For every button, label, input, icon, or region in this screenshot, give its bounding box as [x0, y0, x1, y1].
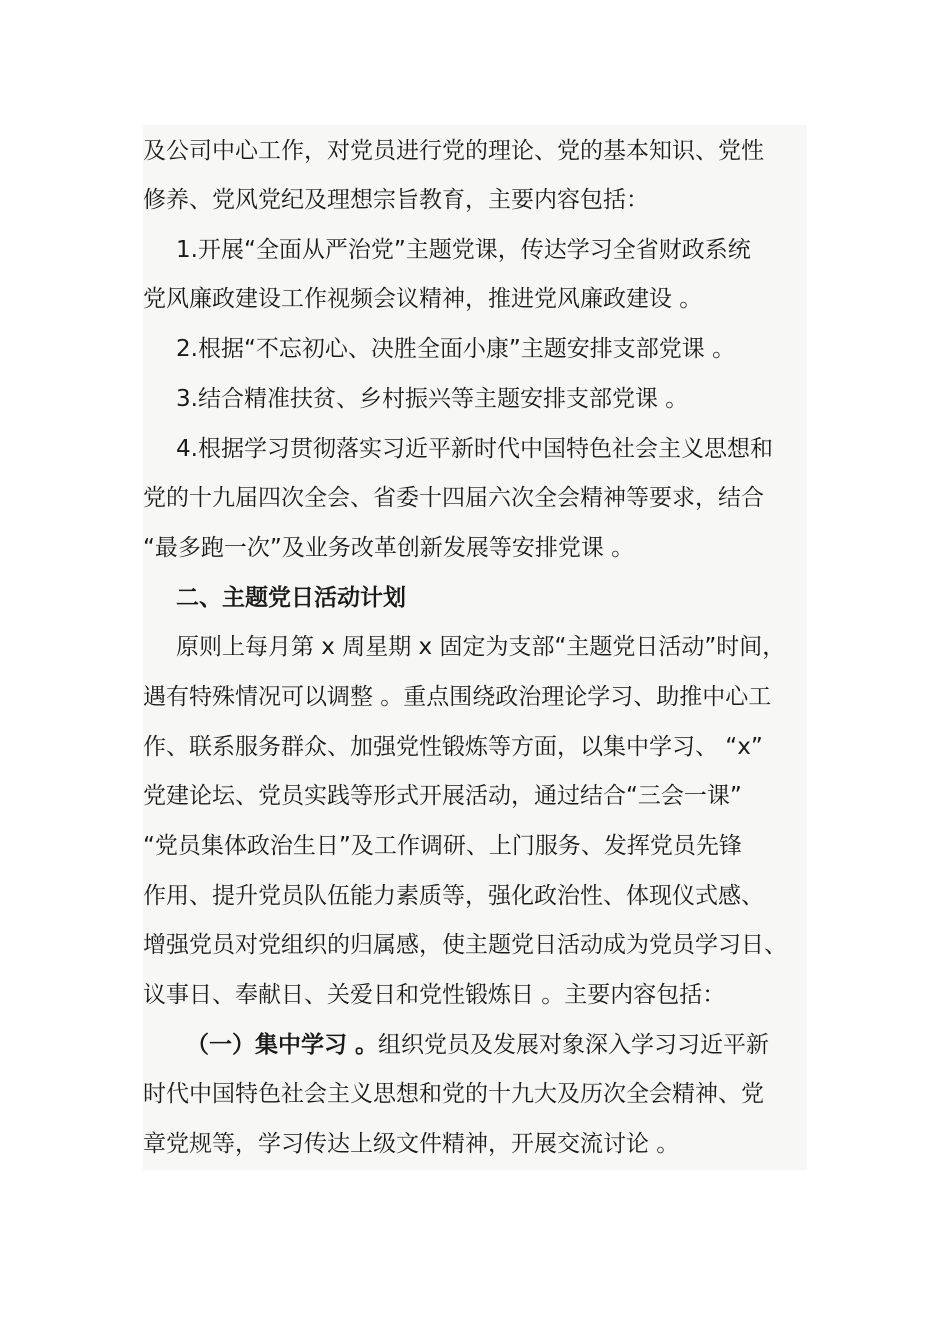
body-line-2: 修养、党风党纪及理想宗旨教育，主要内容包括：: [143, 187, 649, 213]
section-para-line-2: 遇有特殊情况可以调整 。重点围绕政治理论学习、助推中心工: [143, 684, 772, 710]
list-item-4-line-2: 党的十九届四次全会、省委十四届六次全会精神等要求，结合: [143, 485, 764, 511]
section-heading: 二、主题党日活动计划: [176, 585, 406, 611]
section-para-line-7: 增强党员对党组织的归属感，使主题党日活动成为党员学习日、: [143, 932, 787, 958]
section-para-line-8: 议事日、奉献日、关爱日和党性锻炼日 。主要内容包括：: [143, 982, 726, 1008]
sub-para-line-2: 时代中国特色社会主义思想和党的十九大及历次全会精神、党: [143, 1081, 764, 1107]
section-para-line-6: 作用、提升党员队伍能力素质等，强化政治性、体现仪式感、: [143, 883, 764, 909]
section-para-line-3: 作、联系服务群众、加强党性锻炼等方面，以集中学习、 “x”: [143, 734, 763, 760]
section-para-line-1: 原则上每月第 x 周星期 x 固定为支部“主题党日活动”时间，: [176, 634, 786, 660]
list-item-1-line-1: 1.开展“全面从严治党”主题党课，传达学习全省财政系统: [176, 237, 751, 263]
sub-heading-rest: 组织党员及发展对象深入学习习近平新: [378, 1032, 770, 1058]
body-line-1: 及公司中心工作，对党员进行党的理论、党的基本知识、党性: [143, 138, 764, 164]
list-item-4-line-3: “最多跑一次”及业务改革创新发展等安排党课 。: [143, 535, 635, 561]
list-item-1-line-2: 党风廉政建设工作视频会议精神，推进党风廉政建设 。: [143, 286, 703, 312]
list-item-4-line-1: 4.根据学习贯彻落实习近平新时代中国特色社会主义思想和: [176, 436, 773, 462]
sub-para-line-3: 章党规等，学习传达上级文件精神，开展交流讨论 。: [143, 1131, 680, 1157]
list-item-3: 3.结合精准扶贫、乡村振兴等主题安排支部党课 。: [176, 386, 689, 412]
sub-heading-bold: （一）集中学习 。: [186, 1032, 379, 1058]
section-para-line-5: “党员集体政治生日”及工作调研、上门服务、发挥党员先锋: [143, 833, 742, 859]
sub-heading-line: [186, 1020, 769, 1070]
section-para-line-4: 党建论坛、党员实践等形式开展活动，通过结合“三会一课”: [143, 783, 742, 809]
list-item-2: 2.根据“不忘初心、决胜全面小康”主题安排支部党课 。: [176, 336, 736, 362]
